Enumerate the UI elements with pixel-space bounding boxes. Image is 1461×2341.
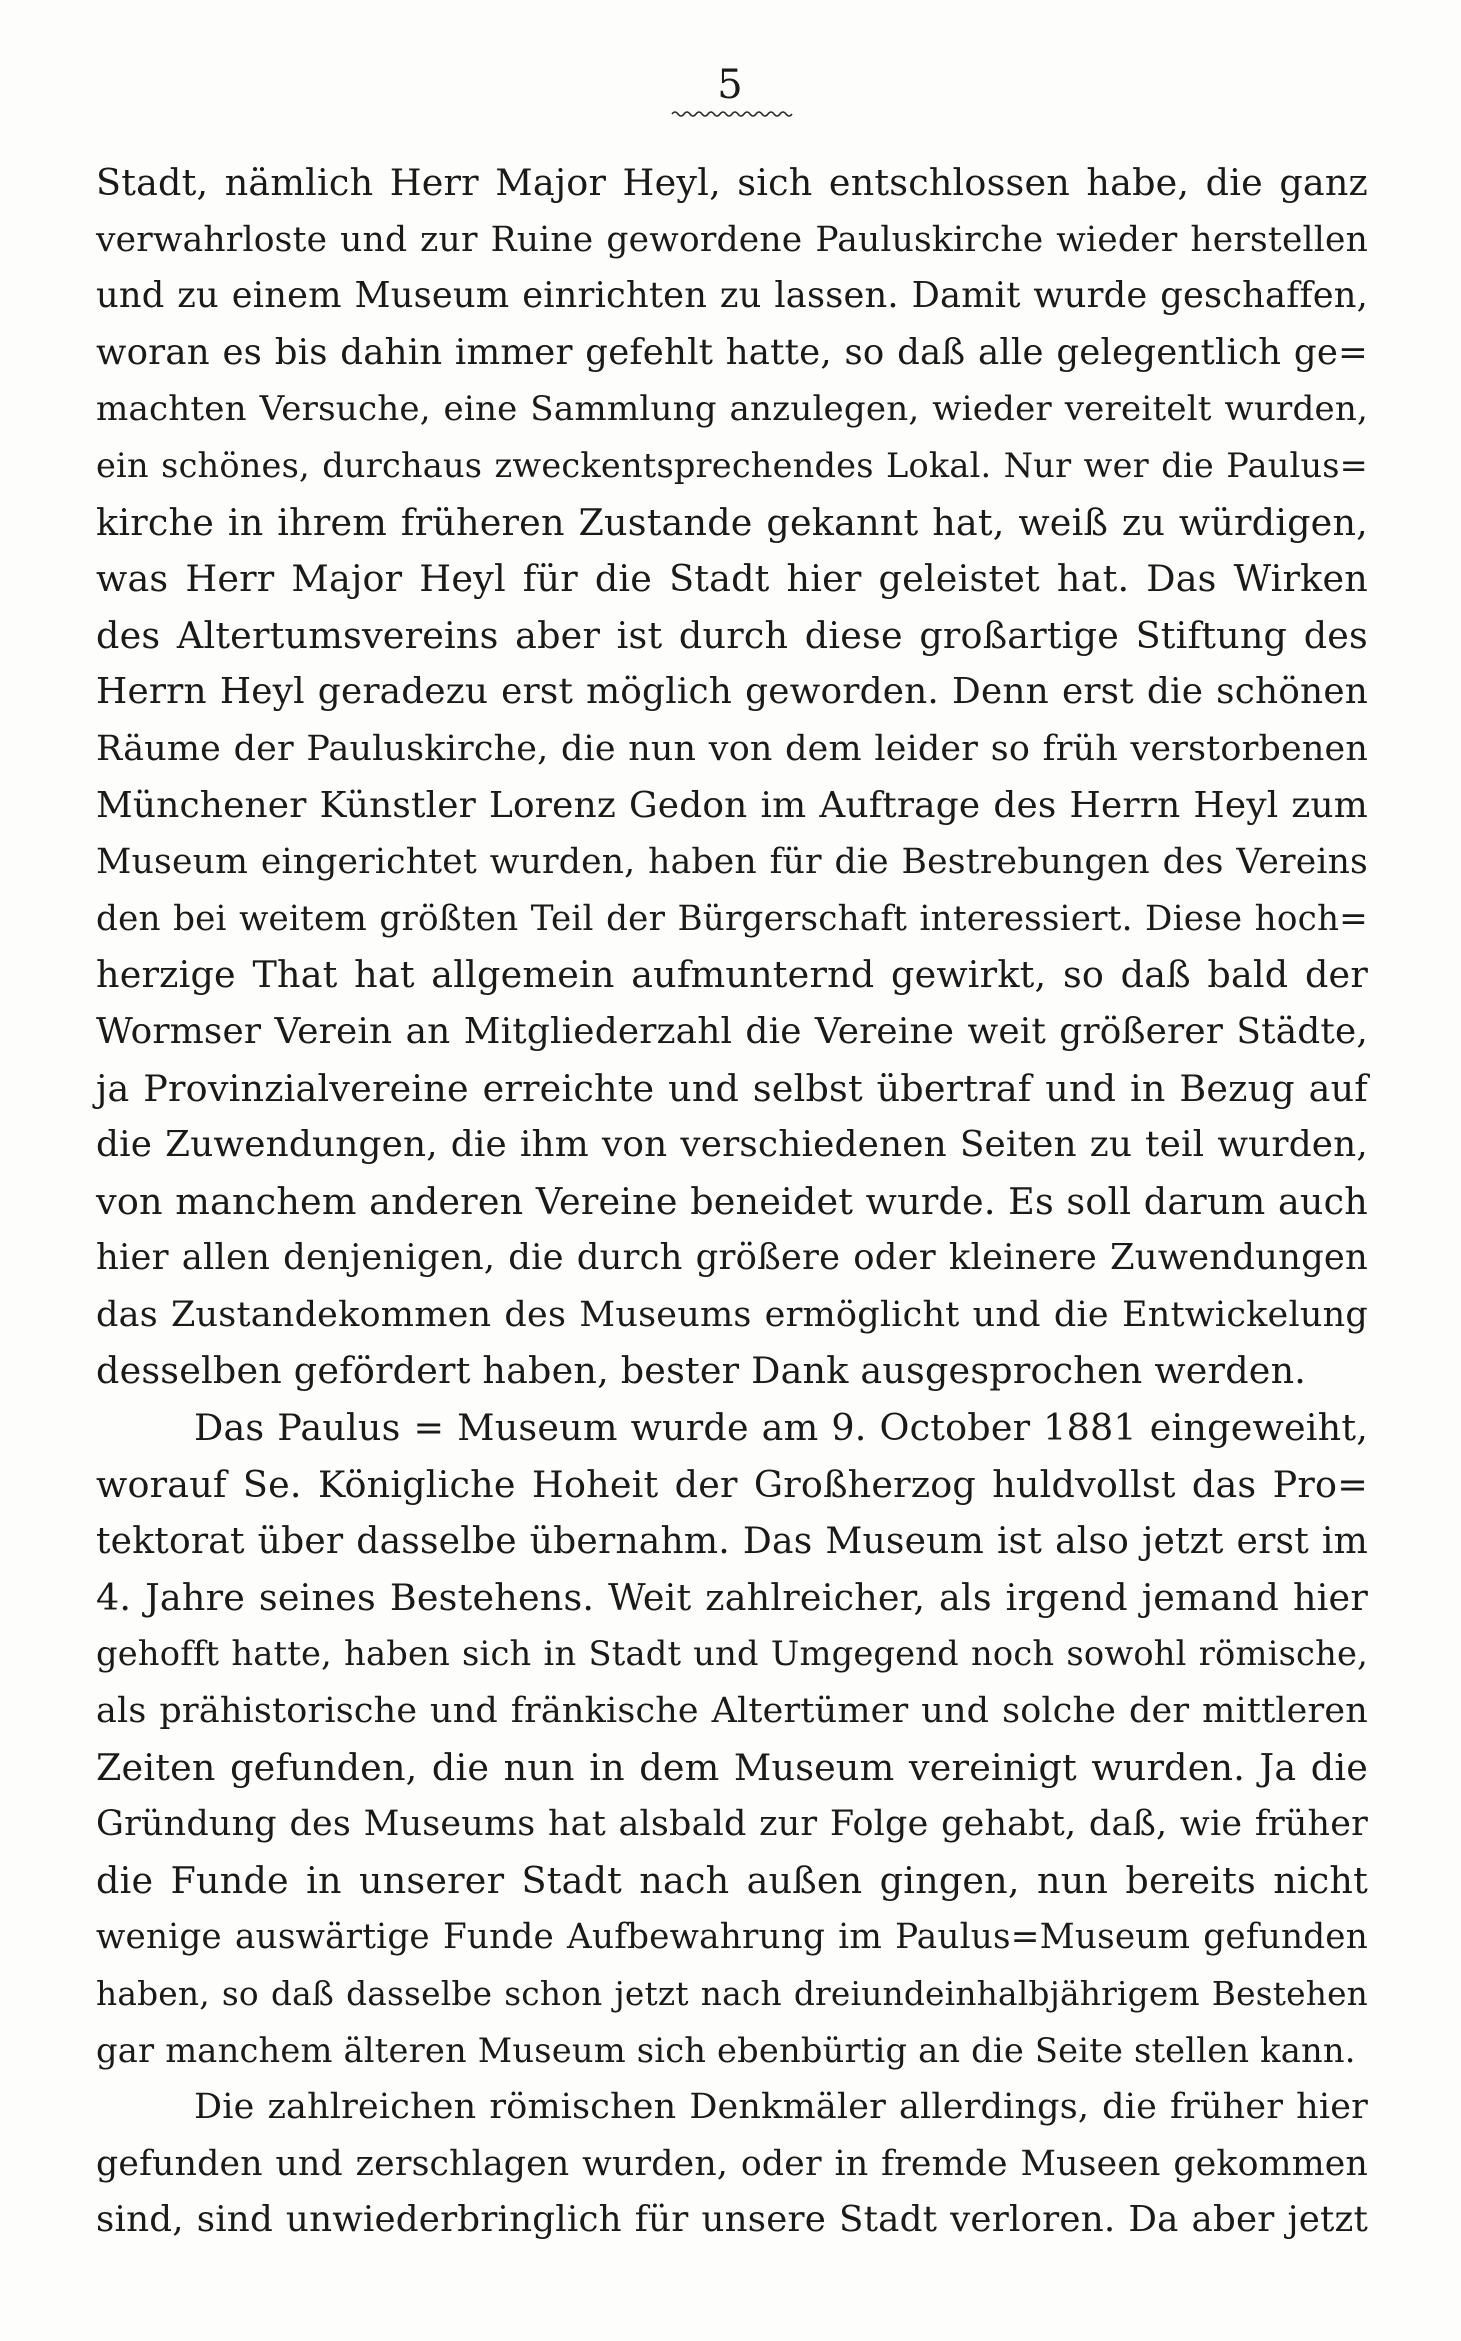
text-line: haben, so daß dasselbe schon jetzt nach dreiundeinhalbjährigem Bestehen — [96, 1975, 1368, 2013]
text-line: herzige That hat allgemein aufmunternd gewirkt, so daß bald der — [96, 953, 1368, 997]
text-line: Das Paulus = Museum wurde am 9. October 1881 eingeweiht, — [194, 1406, 1368, 1450]
text-line: wenige auswärtige Funde Aufbewahrung im Paulus=Museum gefunden — [96, 1917, 1368, 1958]
text-line: Herrn Heyl geradezu erst möglich geworden. Denn erst die schönen — [96, 671, 1368, 713]
text-line: kirche in ihrem früheren Zustande gekannt hat, weiß zu würdigen, — [96, 500, 1368, 544]
text-line: die Funde in unserer Stadt nach außen gingen, nun bereits nicht — [96, 1858, 1368, 1902]
text-line: von manchem anderen Vereine beneidet wurde. Es soll darum auch — [96, 1179, 1368, 1223]
wavy-rule-ornament — [670, 108, 795, 120]
text-line: den bei weitem größten Teil der Bürgerschaft interessiert. Diese hoch= — [96, 898, 1368, 939]
text-line: tektorat über dasselbe übernahm. Das Museum ist also jetzt erst im — [96, 1520, 1368, 1563]
text-line: hier allen denjenigen, die durch größere oder kleinere Zuwendungen — [96, 1237, 1368, 1279]
text-line: die Zuwendungen, die ihm von verschiedenen Seiten zu teil wurden, — [96, 1124, 1368, 1166]
text-line: worauf Se. Königliche Hoheit der Großherzog huldvollst das Pro= — [96, 1462, 1368, 1506]
page-number: 5 — [717, 62, 744, 108]
text-line: Münchener Künstler Lorenz Gedon im Auftrage des Herrn Heyl zum — [96, 784, 1368, 826]
text-line: ja Provinzialvereine erreichte und selbst übertraf und in Bezug auf — [96, 1066, 1368, 1110]
text-line: Museum eingerichtet wurden, haben für die Bestrebungen des Vereins — [96, 842, 1368, 883]
text-line: Zeiten gefunden, die nun in dem Museum vereinigt wurden. Ja die — [96, 1745, 1368, 1789]
text-line: machten Versuche, eine Sammlung anzulegen, wieder vereitelt wurden, — [96, 389, 1368, 430]
text-line: 4. Jahre seines Bestehens. Weit zahlreicher, als irgend jemand hier — [96, 1575, 1368, 1619]
text-line: verwahrloste und zur Ruine gewordene Pauluskirche wieder herstellen — [96, 219, 1368, 260]
text-line: Wormser Verein an Mitgliederzahl die Vereine weit größerer Städte, — [96, 1010, 1368, 1052]
text-line: Räume der Pauluskirche, die nun von dem leider so früh verstorbenen — [96, 728, 1368, 769]
text-line: das Zustandekommen des Museums ermöglicht und die Entwickelung — [96, 1293, 1368, 1335]
text-line: Gründung des Museums hat alsbald zur Folge gehabt, daß, wie früher — [96, 1804, 1368, 1845]
text-line: Die zahlreichen römischen Denkmäler allerdings, die früher hier — [194, 2087, 1368, 2128]
text-line: als prähistorische und fränkische Altertümer und solche der mittleren — [96, 1691, 1368, 1732]
text-line: und zu einem Museum einrichten zu lassen. Damit wurde geschaffen, — [96, 275, 1368, 317]
text-line: ein schönes, durchaus zweckentsprechendes Lokal. Nur wer die Paulus= — [96, 445, 1368, 485]
text-line: woran es bis dahin immer gefehlt hatte, so daß alle gelegentlich ge= — [96, 331, 1368, 373]
text-line: desselben gefördert haben, bester Dank ausgesprochen werden. — [96, 1349, 1307, 1393]
text-line: gefunden und zerschlagen wurden, oder in fremde Museen gekommen — [96, 2143, 1368, 2184]
text-line: gehofft hatte, haben sich in Stadt und Umgegend noch sowohl römische, — [96, 1634, 1368, 1674]
text-line: des Altertumsvereins aber ist durch diese großartige Stiftung des — [96, 613, 1368, 657]
text-line: gar manchem älteren Museum sich ebenbürtig an die Seite stellen kann. — [96, 2030, 1356, 2070]
text-line: Stadt, nämlich Herr Major Heyl, sich entschlossen habe, die ganz — [96, 161, 1368, 204]
text-line: sind, sind unwiederbringlich für unsere Stadt verloren. Da aber jetzt — [96, 2199, 1368, 2241]
body-text — [96, 155, 1368, 2249]
text-line: was Herr Major Heyl für die Stadt hier geleistet hat. Das Wirken — [96, 557, 1368, 601]
